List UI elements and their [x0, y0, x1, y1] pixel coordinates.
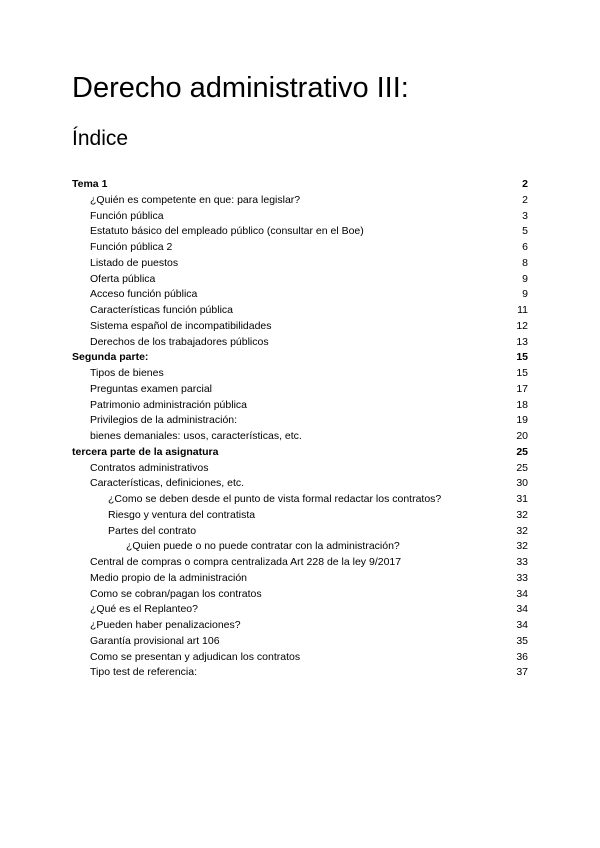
- toc-entry-page-number[interactable]: 17: [516, 382, 528, 395]
- toc-entry-page-number[interactable]: 6: [522, 241, 528, 253]
- toc-entry[interactable]: [72, 382, 528, 398]
- toc-entry-page-number[interactable]: 18: [516, 398, 528, 411]
- toc-entry-label[interactable]: Contratos administrativos: [90, 461, 209, 474]
- toc-entry-page-number[interactable]: 33: [516, 556, 528, 568]
- toc-entry-label[interactable]: ¿Quién es competente en que: para legislar?: [90, 193, 301, 206]
- toc-heading: Índice: [72, 127, 129, 150]
- toc-entry-page-number[interactable]: 32: [516, 524, 528, 537]
- toc-entry[interactable]: [72, 650, 528, 666]
- toc-entry-page-number[interactable]: 15: [516, 367, 528, 379]
- toc-entry-page-number[interactable]: 37: [516, 666, 528, 679]
- toc-entry-label[interactable]: Tipo test de referencia:: [90, 666, 197, 679]
- toc-entry-page-number[interactable]: 11: [517, 304, 528, 316]
- toc-entry[interactable]: [72, 461, 528, 477]
- toc-entry-page-number[interactable]: 30: [516, 477, 528, 490]
- toc-entry[interactable]: [72, 413, 528, 429]
- toc-entry[interactable]: [72, 224, 528, 240]
- toc-entry-page-number[interactable]: 32: [516, 508, 528, 521]
- toc-entry-page-number[interactable]: 33: [516, 571, 528, 584]
- toc-entry[interactable]: [72, 429, 528, 445]
- toc-entry-page-number[interactable]: 31: [516, 493, 528, 505]
- toc-entry-page-number[interactable]: 20: [516, 430, 528, 442]
- toc-entry[interactable]: [72, 571, 528, 587]
- toc-entry[interactable]: [72, 287, 528, 303]
- toc-entry[interactable]: [72, 398, 528, 414]
- toc-entry[interactable]: [72, 193, 528, 209]
- toc-entry-label[interactable]: ¿Quien puede o no puede contratar con la administración?: [126, 540, 400, 553]
- toc-entry[interactable]: [72, 319, 528, 335]
- toc-entry[interactable]: [72, 587, 528, 603]
- toc-entry-page-number[interactable]: 32: [516, 540, 528, 553]
- toc-entry-label[interactable]: Tipos de bienes: [90, 367, 164, 379]
- toc-entry[interactable]: [72, 240, 528, 256]
- toc-entry-label[interactable]: Central de compras o compra centralizada Art 228 de la ley 9/2017: [90, 556, 402, 568]
- toc-entry-label[interactable]: ¿Qué es el Replanteo?: [90, 603, 198, 616]
- toc-entry-page-number[interactable]: 36: [516, 650, 528, 663]
- toc-entry[interactable]: [72, 539, 528, 555]
- toc-entry-label[interactable]: ¿Pueden haber penalizaciones?: [90, 619, 241, 631]
- toc-entry[interactable]: [72, 555, 528, 571]
- toc-entry-label[interactable]: Preguntas examen parcial: [90, 382, 212, 395]
- toc-entry-label[interactable]: Patrimonio administración pública: [90, 398, 247, 411]
- toc-entry-label[interactable]: tercera parte de la asignatura: [72, 445, 219, 458]
- toc-entry-page-number[interactable]: 2: [522, 178, 528, 190]
- toc-entry-page-number[interactable]: 9: [522, 288, 528, 301]
- toc-entry[interactable]: [72, 602, 528, 618]
- toc-entry-label[interactable]: Características función pública: [90, 304, 233, 316]
- toc-entry-page-number[interactable]: 34: [516, 603, 528, 616]
- toc-entry-page-number[interactable]: 8: [522, 256, 528, 269]
- toc-entry-label[interactable]: Segunda parte:: [72, 351, 149, 364]
- toc-entry-label[interactable]: Garantía provisional art 106: [90, 634, 220, 647]
- table-of-contents: [72, 177, 528, 681]
- toc-entry-label[interactable]: Sistema español de incompatibilidades: [90, 319, 272, 332]
- toc-entry-label[interactable]: Función pública: [90, 209, 164, 222]
- toc-entry[interactable]: [72, 618, 528, 634]
- toc-entry-label[interactable]: Listado de puestos: [90, 256, 179, 269]
- toc-entry[interactable]: [72, 335, 528, 351]
- toc-entry-label[interactable]: Como se presentan y adjudican los contratos: [90, 650, 301, 663]
- toc-entry-page-number[interactable]: 9: [522, 272, 528, 285]
- toc-entry[interactable]: [72, 445, 528, 461]
- toc-entry-label[interactable]: ¿Como se deben desde el punto de vista formal redactar los contratos?: [108, 493, 442, 505]
- toc-entry[interactable]: [72, 256, 528, 272]
- toc-entry[interactable]: [72, 524, 528, 540]
- toc-entry-label[interactable]: Como se cobran/pagan los contratos: [90, 587, 262, 600]
- toc-entry-label[interactable]: Partes del contrato: [108, 524, 197, 537]
- toc-entry[interactable]: [72, 634, 528, 650]
- toc-entry-label[interactable]: Derechos de los trabajadores públicos: [90, 335, 269, 348]
- toc-entry-label[interactable]: Medio propio de la administración: [90, 571, 248, 584]
- toc-entry[interactable]: [72, 350, 528, 366]
- toc-entry-label[interactable]: Riesgo y ventura del contratista: [108, 508, 256, 521]
- toc-entry-page-number[interactable]: 3: [522, 209, 528, 222]
- toc-entry[interactable]: [72, 209, 528, 225]
- toc-entry-page-number[interactable]: 2: [522, 193, 528, 206]
- toc-entry-page-number[interactable]: 25: [516, 461, 528, 474]
- document-title: Derecho administrativo III:: [72, 72, 409, 104]
- toc-entry[interactable]: [72, 665, 528, 681]
- toc-entry[interactable]: [72, 492, 528, 508]
- toc-entry[interactable]: [72, 508, 528, 524]
- toc-entry-page-number[interactable]: 35: [516, 634, 528, 647]
- toc-entry-label[interactable]: Tema 1: [72, 178, 108, 190]
- toc-entry[interactable]: [72, 476, 528, 492]
- toc-entry[interactable]: [72, 303, 528, 319]
- toc-entry-label[interactable]: Estatuto básico del empleado público (consultar en el Boe): [90, 225, 364, 238]
- toc-entry-page-number[interactable]: 13: [516, 335, 528, 348]
- toc-entry-page-number[interactable]: 12: [516, 319, 528, 332]
- toc-entry-page-number[interactable]: 19: [516, 414, 528, 427]
- toc-entry-label[interactable]: Función pública 2: [90, 241, 173, 253]
- toc-entry-page-number[interactable]: 34: [516, 587, 528, 600]
- toc-entry-label[interactable]: Características, definiciones, etc.: [90, 477, 245, 490]
- toc-entry[interactable]: [72, 366, 528, 382]
- toc-entry-label[interactable]: bienes demaniales: usos, características, etc.: [90, 430, 302, 442]
- toc-entry[interactable]: [72, 177, 528, 193]
- toc-entry-label[interactable]: Oferta pública: [90, 272, 156, 285]
- toc-entry-label[interactable]: Acceso función pública: [90, 288, 198, 301]
- toc-entry-page-number[interactable]: 25: [516, 445, 528, 458]
- toc-entry-page-number[interactable]: 15: [516, 351, 528, 364]
- toc-entry-label[interactable]: Privilegios de la administración:: [90, 414, 238, 427]
- toc-entry-page-number[interactable]: 5: [522, 225, 528, 238]
- toc-entry[interactable]: [72, 272, 528, 288]
- toc-entry-page-number[interactable]: 34: [516, 619, 528, 631]
